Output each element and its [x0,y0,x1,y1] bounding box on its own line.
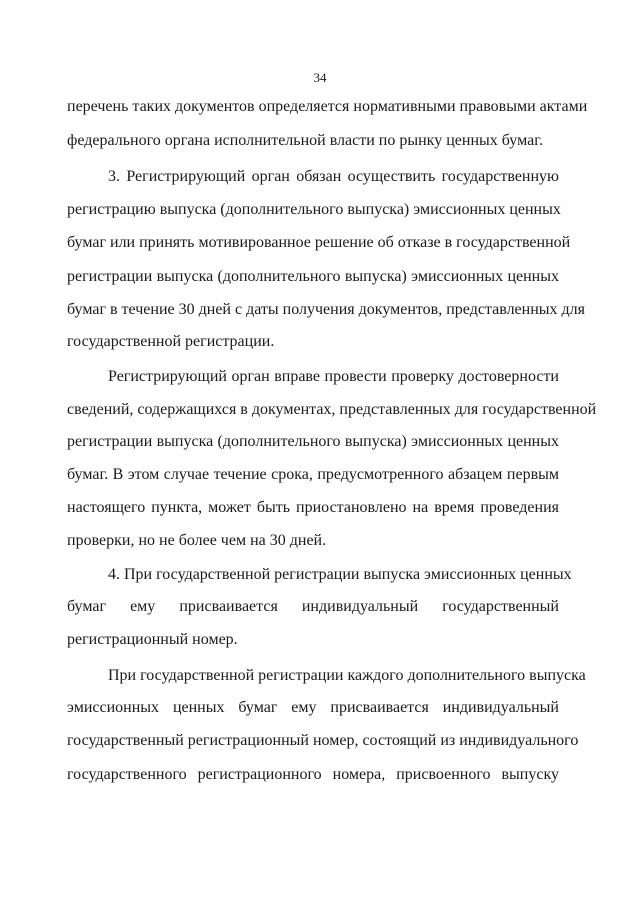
text-line: 3. Регистрирующий орган обязан осуществить государственную [108,168,559,185]
text-line: регистрационный номер. [67,631,238,648]
text-line: сведений, содержащихся в документах, представленных для государственной [67,401,597,418]
text-line: При государственной регистрации каждого дополнительного выпуска [108,667,586,684]
text-line: бумаг. В этом случае течение срока, предусмотренного абзацем первым [67,466,559,483]
text-line: перечень таких документов определяется нормативными правовыми актами [67,98,588,115]
text-line: федерального органа исполнительной власти по рынку ценных бумаг. [67,132,543,149]
text-line: бумаг ему присваивается индивидуальный государственный [67,598,559,615]
page-number: 34 [313,70,327,85]
text-line: 4. При государственной регистрации выпуска эмиссионных ценных [108,566,572,583]
text-line: настоящего пункта, может быть приостановлено на время проведения [67,499,559,516]
text-line: бумаг или принять мотивированное решение об отказе в государственной [67,234,571,251]
text-line: проверки, но не более чем на 30 дней. [67,532,327,549]
text-line: государственный регистрационный номер, состоящий из индивидуального [67,732,579,749]
text-line: эмиссионных ценных бумаг ему присваивается индивидуальный [67,699,559,716]
text-line: Регистрирующий орган вправе провести проверку достоверности [108,368,559,385]
text-line: регистрации выпуска (дополнительного выпуска) эмиссионных ценных [67,433,559,450]
text-line: регистрации выпуска (дополнительного выпуска) эмиссионных ценных [67,268,559,285]
text-line: государственного регистрационного номера, присвоенного выпуску [67,766,559,783]
text-line: государственной регистрации. [67,333,275,350]
text-line: регистрацию выпуска (дополнительного выпуска) эмиссионных ценных [67,201,561,218]
text-line: бумаг в течение 30 дней с даты получения документов, представленных для [67,301,586,318]
